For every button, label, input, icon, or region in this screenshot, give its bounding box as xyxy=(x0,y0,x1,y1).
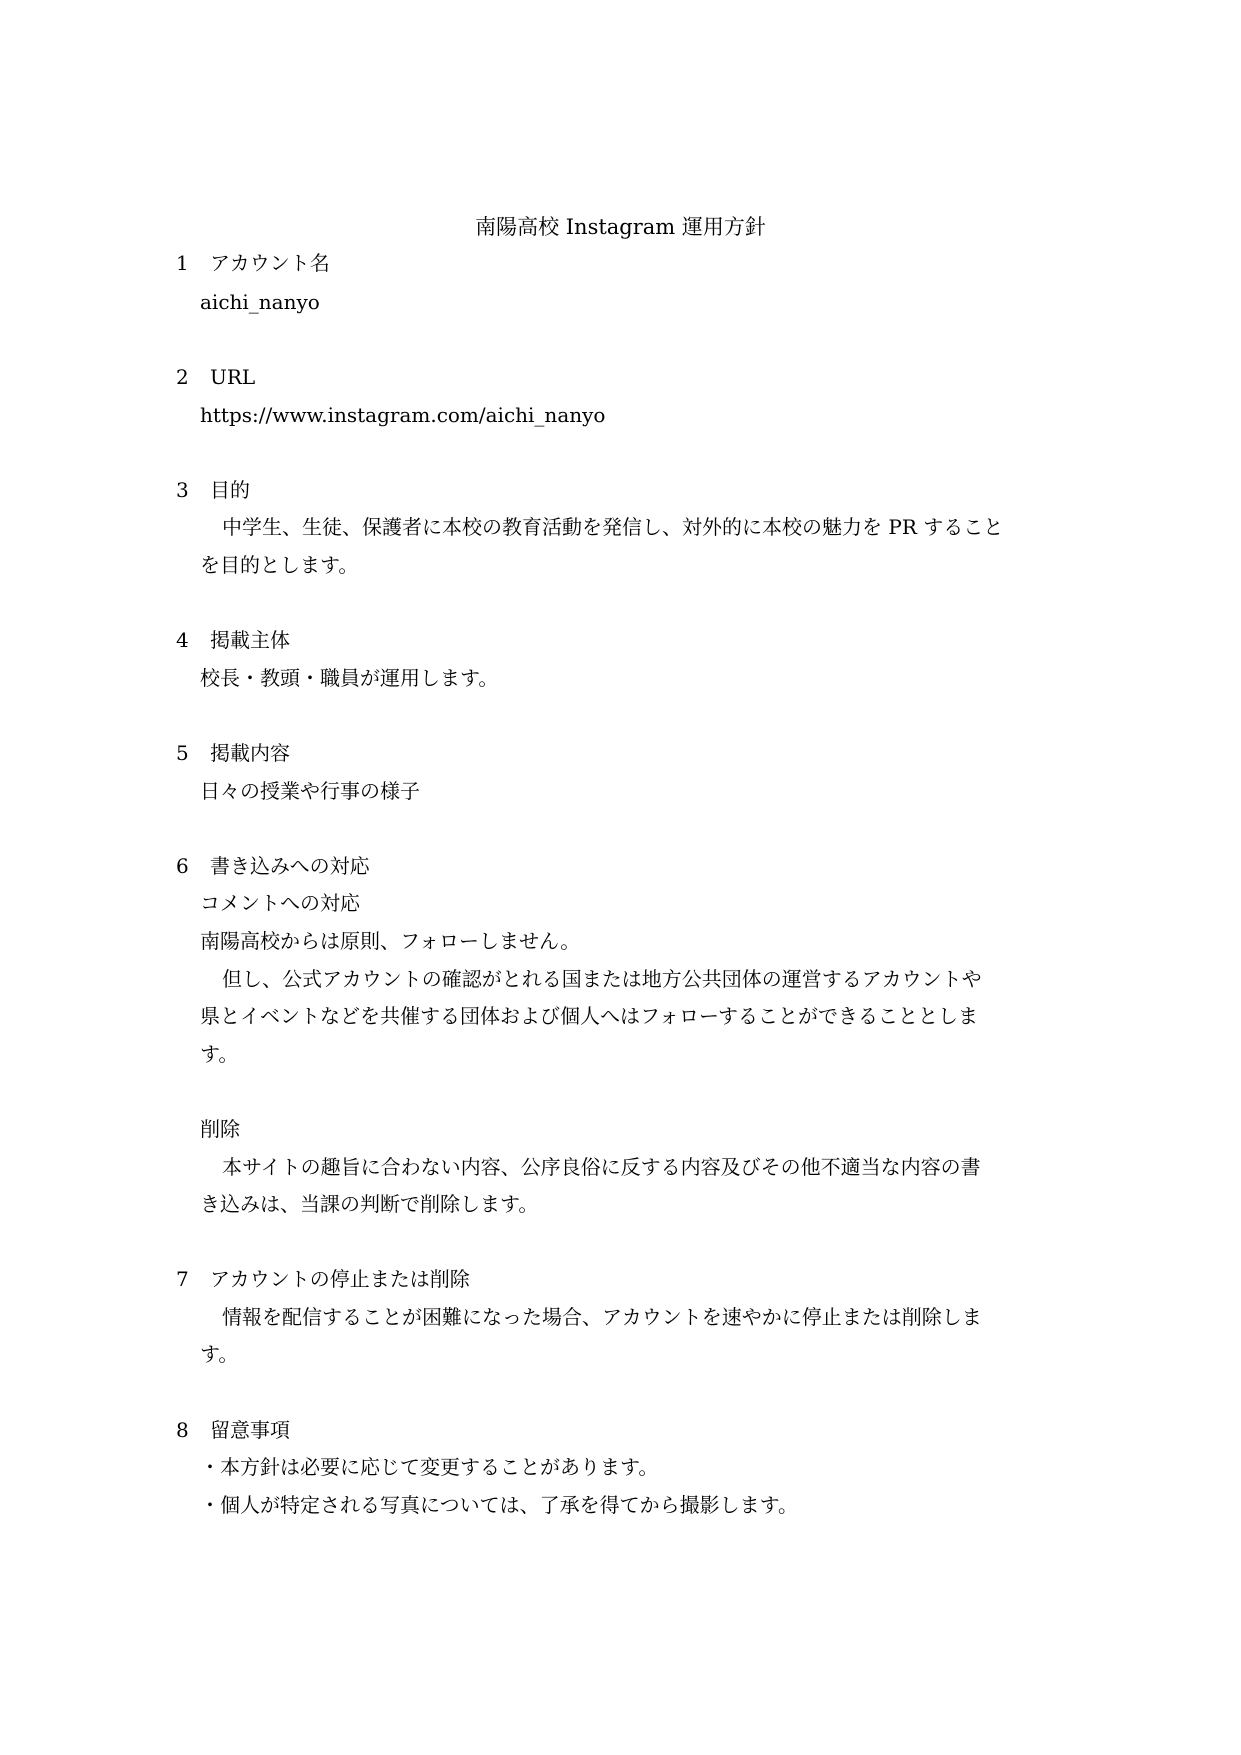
section-number: 7 xyxy=(176,1267,189,1291)
section-text: 但し、公式アカウントの確認がとれる国または地方公共団体の運営するアカウントや xyxy=(222,967,982,991)
section-text: き込みは、当課の判断で削除します。 xyxy=(200,1192,539,1216)
section-heading xyxy=(176,851,370,881)
section-title: 目的 xyxy=(210,478,250,502)
section-title: 留意事項 xyxy=(210,1418,290,1442)
section-heading xyxy=(176,362,255,392)
section-title: 掲載主体 xyxy=(210,628,290,652)
section-number: 5 xyxy=(176,741,189,765)
section-title: アカウント名 xyxy=(210,251,330,275)
section-text: 本サイトの趣旨に合わない内容、公序良俗に反する内容及びその他不適当な内容の書 xyxy=(222,1155,981,1179)
section-heading xyxy=(176,248,330,278)
list-item: ・個人が特定される写真については、了承を得てから撮影します。 xyxy=(200,1493,798,1517)
section-text: aichi_nanyo xyxy=(200,290,320,314)
list-item: ・本方針は必要に応じて変更することがあります。 xyxy=(200,1455,659,1479)
section-heading xyxy=(176,1264,470,1294)
section-text: 県とイベントなどを共催する団体および個人へはフォローすることができることとしま xyxy=(200,1004,978,1028)
section-heading xyxy=(176,625,290,655)
section-number: 6 xyxy=(176,854,189,878)
section-title: URL xyxy=(210,365,256,389)
section-heading xyxy=(176,1415,290,1445)
section-number: 8 xyxy=(176,1418,189,1442)
subheading-delete: 削除 xyxy=(200,1117,240,1141)
section-text: 情報を配信することが困難になった場合、アカウントを速やかに停止または削除しま xyxy=(222,1305,982,1329)
section-text: す。 xyxy=(200,1342,239,1366)
section-title: 書き込みへの対応 xyxy=(210,854,370,878)
section-text: 中学生、生徒、保護者に本校の教育活動を発信し、対外的に本校の魅力を PR すること xyxy=(222,515,1004,539)
section-heading xyxy=(176,738,290,768)
section-text: 南陽高校からは原則、フォローしません。 xyxy=(200,929,581,953)
section-text: を目的とします。 xyxy=(200,553,359,577)
section-text: 校長・教頭・職員が運用します。 xyxy=(200,666,499,690)
section-number: 3 xyxy=(176,478,189,502)
section-text: す。 xyxy=(200,1042,239,1066)
section-number: 4 xyxy=(176,628,189,652)
section-title: アカウントの停止または削除 xyxy=(210,1267,470,1291)
section-number: 2 xyxy=(176,365,189,389)
section-title: 掲載内容 xyxy=(210,741,290,765)
subheading-comment: コメントへの対応 xyxy=(200,891,360,915)
section-heading xyxy=(176,475,250,505)
section-text: 日々の授業や行事の様子 xyxy=(200,779,420,803)
document-title: 南陽高校 Instagram 運用方針 xyxy=(475,215,766,239)
section-text: https://www.instagram.com/aichi_nanyo xyxy=(200,403,606,427)
section-number: 1 xyxy=(176,251,189,275)
